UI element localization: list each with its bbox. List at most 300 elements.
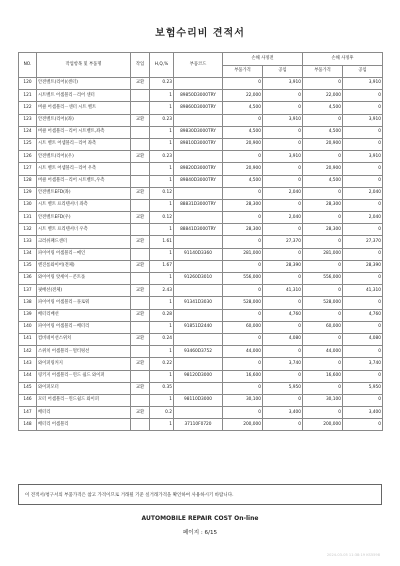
cell-labor-after: 2,040 bbox=[343, 212, 383, 224]
cell-hq: 1.67 bbox=[150, 260, 174, 272]
cell-labor-before: 0 bbox=[263, 370, 303, 382]
cell-labor-before: 0 bbox=[263, 248, 303, 260]
cell-labor-after: 0 bbox=[343, 248, 383, 260]
cell-item-name: 안전벨트(리어)(우) bbox=[37, 151, 131, 163]
brand-footer: AUTOMOBILE REPAIR COST On-line bbox=[141, 515, 259, 522]
cell-hq: 0.2 bbox=[150, 407, 174, 419]
cell-labor-before: 3,400 bbox=[263, 407, 303, 419]
cell-part-code: 93460D3752 bbox=[174, 346, 223, 358]
cell-no: 140 bbox=[19, 321, 37, 333]
cell-labor-after: 2,040 bbox=[343, 187, 383, 199]
cell-part-code: 89830D3000TRY bbox=[174, 126, 223, 138]
cell-work: 교환 bbox=[131, 260, 150, 272]
table-row bbox=[19, 346, 383, 358]
cell-labor-after: 0 bbox=[343, 346, 383, 358]
table-row bbox=[19, 394, 383, 406]
cell-part-code: 91140D3360 bbox=[174, 248, 223, 260]
cell-work bbox=[131, 175, 150, 187]
header-after-adjustment: 손해 사정후 bbox=[303, 53, 383, 66]
cell-work: 교환 bbox=[131, 114, 150, 126]
cell-part-code: 91851D2440 bbox=[174, 321, 223, 333]
cell-work bbox=[131, 394, 150, 406]
cell-hq: 1 bbox=[150, 273, 174, 285]
cell-no: 133 bbox=[19, 236, 37, 248]
table-row bbox=[19, 199, 383, 211]
table-row bbox=[19, 419, 383, 431]
cell-labor-after: 0 bbox=[343, 175, 383, 187]
table-row bbox=[19, 333, 383, 345]
cell-item-name: 버클 어셈블리－리어 시트벨트,좌측 bbox=[37, 126, 131, 138]
cell-labor-after: 3,910 bbox=[343, 78, 383, 90]
cell-part-code: 98120D3000 bbox=[174, 370, 223, 382]
cell-no: 132 bbox=[19, 224, 37, 236]
table-row bbox=[19, 224, 383, 236]
cell-no: 124 bbox=[19, 126, 37, 138]
cell-hq: 1 bbox=[150, 102, 174, 114]
cell-part-price-before: 20,900 bbox=[223, 163, 263, 175]
cell-labor-after: 3,910 bbox=[343, 151, 383, 163]
cell-part-price-before: 0 bbox=[223, 187, 263, 199]
header-no: NO. bbox=[19, 53, 37, 78]
cell-work: 교환 bbox=[131, 285, 150, 297]
cell-labor-after: 3,400 bbox=[343, 407, 383, 419]
cell-no: 134 bbox=[19, 248, 37, 260]
cell-work bbox=[131, 138, 150, 150]
table-row bbox=[19, 90, 383, 102]
cell-part-price-before: 4,500 bbox=[223, 102, 263, 114]
cell-no: 122 bbox=[19, 102, 37, 114]
cell-hq: 1.61 bbox=[150, 236, 174, 248]
cell-no: 128 bbox=[19, 175, 37, 187]
cell-item-name: 모터 어셈블리－윈드쉴드 와이퍼 bbox=[37, 394, 131, 406]
cell-work: 교환 bbox=[131, 212, 150, 224]
cell-part-code: 89840D3000TRY bbox=[174, 175, 223, 187]
cell-labor-after: 0 bbox=[343, 419, 383, 431]
cell-no: 136 bbox=[19, 273, 37, 285]
cell-labor-before: 0 bbox=[263, 175, 303, 187]
cell-hq: 1 bbox=[150, 248, 174, 260]
cell-part-price-before: 28,300 bbox=[223, 224, 263, 236]
cell-part-code: 89850D3000TRY bbox=[174, 90, 223, 102]
cell-part-price-after: 0 bbox=[303, 382, 343, 394]
cell-no: 146 bbox=[19, 394, 37, 406]
cell-labor-before: 2,040 bbox=[263, 212, 303, 224]
cell-part-price-before: 0 bbox=[223, 114, 263, 126]
cell-hq: 2.43 bbox=[150, 285, 174, 297]
cell-labor-after: 0 bbox=[343, 102, 383, 114]
cell-hq: 1 bbox=[150, 297, 174, 309]
header-labor-before: 공임 bbox=[263, 65, 303, 78]
cell-labor-before: 0 bbox=[263, 126, 303, 138]
cell-part-price-after: 28,300 bbox=[303, 199, 343, 211]
cell-part-price-before: 0 bbox=[223, 78, 263, 90]
cell-hq: 0.35 bbox=[150, 382, 174, 394]
cell-work bbox=[131, 224, 150, 236]
cell-work: 교환 bbox=[131, 333, 150, 345]
cell-work: 교환 bbox=[131, 151, 150, 163]
cell-work: 교환 bbox=[131, 187, 150, 199]
cell-part-code bbox=[174, 114, 223, 126]
cell-part-price-after: 200,000 bbox=[303, 419, 343, 431]
cell-part-code bbox=[174, 358, 223, 370]
cell-part-price-after: 0 bbox=[303, 333, 343, 345]
cell-no: 137 bbox=[19, 285, 37, 297]
cell-part-code bbox=[174, 78, 223, 90]
cell-hq: 0.12 bbox=[150, 212, 174, 224]
cell-item-name: 와이퍼모터 bbox=[37, 382, 131, 394]
cell-part-price-after: 0 bbox=[303, 114, 343, 126]
cell-labor-before: 3,740 bbox=[263, 358, 303, 370]
print-timestamp: 2024-03-05 11:38:19 KS5598 bbox=[326, 553, 380, 557]
cell-hq: 1 bbox=[150, 126, 174, 138]
cell-labor-after: 0 bbox=[343, 297, 383, 309]
cell-no: 138 bbox=[19, 297, 37, 309]
cell-no: 121 bbox=[19, 90, 37, 102]
cell-part-price-before: 4,500 bbox=[223, 175, 263, 187]
cell-labor-before: 0 bbox=[263, 394, 303, 406]
cell-part-code bbox=[174, 236, 223, 248]
cell-hq: 0.23 bbox=[150, 151, 174, 163]
cell-labor-after: 4,080 bbox=[343, 333, 383, 345]
cell-part-code bbox=[174, 333, 223, 345]
cell-item-name: 안전벨트EFD(좌) bbox=[37, 187, 131, 199]
cell-labor-before: 0 bbox=[263, 321, 303, 333]
cell-part-code: 88831D3000TRY bbox=[174, 199, 223, 211]
cell-hq: 1 bbox=[150, 163, 174, 175]
table-row bbox=[19, 285, 383, 297]
header-part-price-after: 부품가격 bbox=[303, 65, 343, 78]
cell-work bbox=[131, 346, 150, 358]
cell-no: 127 bbox=[19, 163, 37, 175]
cell-labor-before: 0 bbox=[263, 138, 303, 150]
cell-part-price-before: 20,900 bbox=[223, 138, 263, 150]
cell-labor-before: 0 bbox=[263, 199, 303, 211]
cell-part-code bbox=[174, 309, 223, 321]
cell-labor-after: 27,370 bbox=[343, 236, 383, 248]
cell-labor-after: 0 bbox=[343, 273, 383, 285]
cell-part-code bbox=[174, 151, 223, 163]
cell-part-price-after: 556,000 bbox=[303, 273, 343, 285]
cell-item-name: 핏배선(전체) bbox=[37, 285, 131, 297]
cell-labor-before: 0 bbox=[263, 419, 303, 431]
table-row bbox=[19, 102, 383, 114]
cell-part-price-after: 4,500 bbox=[303, 175, 343, 187]
table-row bbox=[19, 187, 383, 199]
cell-item-name: 안전벨트(리어)(좌) bbox=[37, 114, 131, 126]
table-row bbox=[19, 248, 383, 260]
cell-part-price-after: 0 bbox=[303, 358, 343, 370]
cell-labor-before: 27,370 bbox=[263, 236, 303, 248]
cell-item-name: 안전벨트(리어)(센터) bbox=[37, 78, 131, 90]
table-row bbox=[19, 321, 383, 333]
table-row bbox=[19, 78, 383, 90]
cell-labor-before: 4,760 bbox=[263, 309, 303, 321]
cell-part-price-after: 0 bbox=[303, 212, 343, 224]
header-item-name: 작업항목 및 부품명 bbox=[37, 53, 131, 78]
cell-part-price-after: 0 bbox=[303, 285, 343, 297]
cell-hq: 0.12 bbox=[150, 187, 174, 199]
cell-labor-before: 4,080 bbox=[263, 333, 303, 345]
table-row bbox=[19, 126, 383, 138]
cell-work bbox=[131, 126, 150, 138]
cell-no: 147 bbox=[19, 407, 37, 419]
cell-work: 교환 bbox=[131, 407, 150, 419]
cell-no: 145 bbox=[19, 382, 37, 394]
cell-labor-before: 5,950 bbox=[263, 382, 303, 394]
cell-no: 148 bbox=[19, 419, 37, 431]
cell-hq: 1 bbox=[150, 419, 174, 431]
cell-part-price-before: 44,000 bbox=[223, 346, 263, 358]
table-row bbox=[19, 260, 383, 272]
cell-part-price-after: 0 bbox=[303, 309, 343, 321]
cell-item-name: 안전벨트EFD(우) bbox=[37, 212, 131, 224]
cell-work: 교환 bbox=[131, 382, 150, 394]
cell-labor-before: 0 bbox=[263, 346, 303, 358]
cell-work bbox=[131, 321, 150, 333]
cell-hq: 0.22 bbox=[150, 358, 174, 370]
cell-no: 126 bbox=[19, 151, 37, 163]
cell-no: 129 bbox=[19, 187, 37, 199]
cell-labor-after: 0 bbox=[343, 163, 383, 175]
cell-part-price-before: 0 bbox=[223, 285, 263, 297]
cell-labor-after: 28,390 bbox=[343, 260, 383, 272]
cell-part-price-after: 30,100 bbox=[303, 394, 343, 406]
cell-part-price-after: 0 bbox=[303, 260, 343, 272]
cell-labor-before: 28,390 bbox=[263, 260, 303, 272]
table-header bbox=[19, 53, 383, 78]
header-part-price-before: 부품가격 bbox=[223, 65, 263, 78]
cell-item-name: 버클 어셈블리－센터 시트 벨트 bbox=[37, 102, 131, 114]
table-row bbox=[19, 309, 383, 321]
cell-part-code bbox=[174, 285, 223, 297]
cell-part-price-after: 4,500 bbox=[303, 102, 343, 114]
cell-item-name: 스위치 어셈블리－멀티펑션 bbox=[37, 346, 131, 358]
cell-labor-before: 3,910 bbox=[263, 78, 303, 90]
header-labor-after: 공임 bbox=[343, 65, 383, 78]
disclaimer-note: 이 견적서/청구서의 부품가격은 참고 가격이므로 거래될 기준 실거래가격을 확인하여 사용하시기 바랍니다. bbox=[18, 484, 382, 505]
cell-work bbox=[131, 273, 150, 285]
cell-hq: 0.23 bbox=[150, 78, 174, 90]
cell-labor-after: 0 bbox=[343, 90, 383, 102]
cell-part-code bbox=[174, 187, 223, 199]
table-row bbox=[19, 407, 383, 419]
cell-hq: 0.24 bbox=[150, 333, 174, 345]
table-row bbox=[19, 297, 383, 309]
cell-part-price-before: 28,300 bbox=[223, 199, 263, 211]
table-row bbox=[19, 212, 383, 224]
cell-part-code bbox=[174, 212, 223, 224]
cell-labor-after: 4,760 bbox=[343, 309, 383, 321]
cell-part-price-before: 0 bbox=[223, 382, 263, 394]
table-row bbox=[19, 236, 383, 248]
table-row bbox=[19, 114, 383, 126]
cell-part-code: 89860D3000TRY bbox=[174, 102, 223, 114]
cell-item-name: 시트 벨트 어셈블리－리어 우측 bbox=[37, 163, 131, 175]
table-row bbox=[19, 370, 383, 382]
cell-item-name: 파이어링 어셈블리－배터리 bbox=[37, 321, 131, 333]
cell-labor-after: 41,310 bbox=[343, 285, 383, 297]
cell-labor-after: 0 bbox=[343, 126, 383, 138]
cell-work bbox=[131, 297, 150, 309]
cell-part-price-before: 0 bbox=[223, 309, 263, 321]
cell-hq: 1 bbox=[150, 394, 174, 406]
cell-part-price-after: 20,900 bbox=[303, 138, 343, 150]
cell-no: 125 bbox=[19, 138, 37, 150]
cell-part-price-after: 20,900 bbox=[303, 163, 343, 175]
cell-part-price-after: 0 bbox=[303, 187, 343, 199]
cell-hq: 1 bbox=[150, 175, 174, 187]
cell-labor-after: 5,950 bbox=[343, 382, 383, 394]
cell-hq: 1 bbox=[150, 346, 174, 358]
cell-part-price-after: 16,600 bbox=[303, 370, 343, 382]
cell-part-price-before: 0 bbox=[223, 333, 263, 345]
cell-no: 120 bbox=[19, 78, 37, 90]
cell-labor-before: 0 bbox=[263, 90, 303, 102]
cell-work bbox=[131, 102, 150, 114]
cell-item-name: 와이어링 앗세이－콘트롤 bbox=[37, 273, 131, 285]
cell-item-name: 링키지 어셈블리－윈드 쉴드 와이퍼 bbox=[37, 370, 131, 382]
table-row bbox=[19, 273, 383, 285]
cell-part-price-before: 60,000 bbox=[223, 321, 263, 333]
table-row bbox=[19, 138, 383, 150]
cell-labor-before: 0 bbox=[263, 297, 303, 309]
cell-part-code: 37110F0720 bbox=[174, 419, 223, 431]
cell-no: 144 bbox=[19, 370, 37, 382]
cell-part-code: 89810D3000TRY bbox=[174, 138, 223, 150]
cell-hq: 1 bbox=[150, 138, 174, 150]
cell-part-price-after: 0 bbox=[303, 407, 343, 419]
cell-labor-before: 0 bbox=[263, 102, 303, 114]
cell-part-price-after: 60,000 bbox=[303, 321, 343, 333]
cell-part-price-after: 0 bbox=[303, 236, 343, 248]
cell-item-name: 배터리 어셈블리 bbox=[37, 419, 131, 431]
cell-hq: 1 bbox=[150, 321, 174, 333]
cell-part-code bbox=[174, 407, 223, 419]
cell-no: 135 bbox=[19, 260, 37, 272]
cell-labor-before: 0 bbox=[263, 273, 303, 285]
cell-part-price-after: 281,000 bbox=[303, 248, 343, 260]
cell-part-price-after: 528,000 bbox=[303, 297, 343, 309]
header-before-adjustment: 손해 사정전 bbox=[223, 53, 303, 66]
cell-part-price-after: 0 bbox=[303, 78, 343, 90]
cell-part-price-before: 0 bbox=[223, 151, 263, 163]
cell-labor-before: 3,910 bbox=[263, 114, 303, 126]
cell-work bbox=[131, 370, 150, 382]
header-work: 작업 bbox=[131, 53, 150, 78]
cell-part-price-before: 281,000 bbox=[223, 248, 263, 260]
cell-labor-after: 0 bbox=[343, 138, 383, 150]
cell-hq: 1 bbox=[150, 224, 174, 236]
cell-no: 143 bbox=[19, 358, 37, 370]
cell-labor-before: 3,910 bbox=[263, 151, 303, 163]
cell-part-code bbox=[174, 382, 223, 394]
table-body bbox=[19, 78, 383, 431]
cell-part-price-before: 528,000 bbox=[223, 297, 263, 309]
cell-part-code: 89820D3000TRY bbox=[174, 163, 223, 175]
cell-no: 130 bbox=[19, 199, 37, 211]
cell-item-name: 시트 벨트 어셈블리－리어 좌측 bbox=[37, 138, 131, 150]
cell-item-name: 컴비네이션스위치 bbox=[37, 333, 131, 345]
cell-labor-after: 0 bbox=[343, 199, 383, 211]
cell-part-code bbox=[174, 260, 223, 272]
cell-part-price-before: 30,100 bbox=[223, 394, 263, 406]
cell-work bbox=[131, 248, 150, 260]
cell-item-name: 와이퍼링커지 bbox=[37, 358, 131, 370]
cell-part-code: 88841D3000TRY bbox=[174, 224, 223, 236]
cell-item-name: 파이어링 어셈블리－플로워 bbox=[37, 297, 131, 309]
cell-labor-after: 3,910 bbox=[343, 114, 383, 126]
cell-part-price-before: 0 bbox=[223, 358, 263, 370]
cell-part-price-before: 200,000 bbox=[223, 419, 263, 431]
cell-labor-after: 0 bbox=[343, 224, 383, 236]
cell-item-name: 시트 벨트 프리텐셔너 좌측 bbox=[37, 199, 131, 211]
cell-labor-after: 3,740 bbox=[343, 358, 383, 370]
cell-labor-before: 0 bbox=[263, 224, 303, 236]
cell-item-name: 시트 벨트 프리텐셔너 우측 bbox=[37, 224, 131, 236]
cell-work: 교환 bbox=[131, 358, 150, 370]
cell-part-price-before: 556,000 bbox=[223, 273, 263, 285]
cell-no: 141 bbox=[19, 333, 37, 345]
cell-work: 교환 bbox=[131, 309, 150, 321]
cell-part-code: 91341D3030 bbox=[174, 297, 223, 309]
cell-item-name: 버클 어셈블리－리어 시트벨트,우측 bbox=[37, 175, 131, 187]
table-row bbox=[19, 163, 383, 175]
cell-work: 교환 bbox=[131, 78, 150, 90]
cell-part-price-before: 0 bbox=[223, 212, 263, 224]
cell-hq: 1 bbox=[150, 90, 174, 102]
cell-work bbox=[131, 163, 150, 175]
cell-part-price-before: 0 bbox=[223, 236, 263, 248]
cell-item-name: 배터리 bbox=[37, 407, 131, 419]
cell-work bbox=[131, 90, 150, 102]
cell-part-price-before: 16,600 bbox=[223, 370, 263, 382]
cell-hq: 1 bbox=[150, 370, 174, 382]
table-row bbox=[19, 382, 383, 394]
cell-labor-before: 41,310 bbox=[263, 285, 303, 297]
document-title: 보험수리비 견적서 bbox=[155, 28, 245, 39]
cell-item-name: 시트벨트 어셈블리－리어 센터 bbox=[37, 90, 131, 102]
cell-hq: 0.23 bbox=[150, 114, 174, 126]
cell-no: 123 bbox=[19, 114, 37, 126]
cell-part-code: 91260D3010 bbox=[174, 273, 223, 285]
cell-item-name: 크러쉬패드센터 bbox=[37, 236, 131, 248]
header-part-code: 부품코드 bbox=[174, 53, 223, 78]
cell-part-price-after: 22,000 bbox=[303, 90, 343, 102]
cell-no: 142 bbox=[19, 346, 37, 358]
cell-part-price-before: 0 bbox=[223, 407, 263, 419]
estimate-table bbox=[18, 52, 383, 431]
table-row bbox=[19, 151, 383, 163]
cell-hq: 1 bbox=[150, 199, 174, 211]
cell-work bbox=[131, 419, 150, 431]
cell-no: 139 bbox=[19, 309, 37, 321]
cell-item-name: 파이어링 어셈블리－메인 bbox=[37, 248, 131, 260]
cell-part-price-before: 4,500 bbox=[223, 126, 263, 138]
cell-labor-after: 0 bbox=[343, 321, 383, 333]
table-row bbox=[19, 175, 383, 187]
page-number: 페이지 : 6/15 bbox=[182, 530, 218, 536]
cell-part-price-before: 0 bbox=[223, 260, 263, 272]
cell-work bbox=[131, 199, 150, 211]
cell-labor-after: 0 bbox=[343, 370, 383, 382]
cell-labor-before: 2,040 bbox=[263, 187, 303, 199]
cell-work: 교환 bbox=[131, 236, 150, 248]
cell-labor-after: 0 bbox=[343, 394, 383, 406]
cell-part-price-after: 0 bbox=[303, 151, 343, 163]
cell-part-price-after: 4,500 bbox=[303, 126, 343, 138]
table-row bbox=[19, 358, 383, 370]
cell-no: 131 bbox=[19, 212, 37, 224]
